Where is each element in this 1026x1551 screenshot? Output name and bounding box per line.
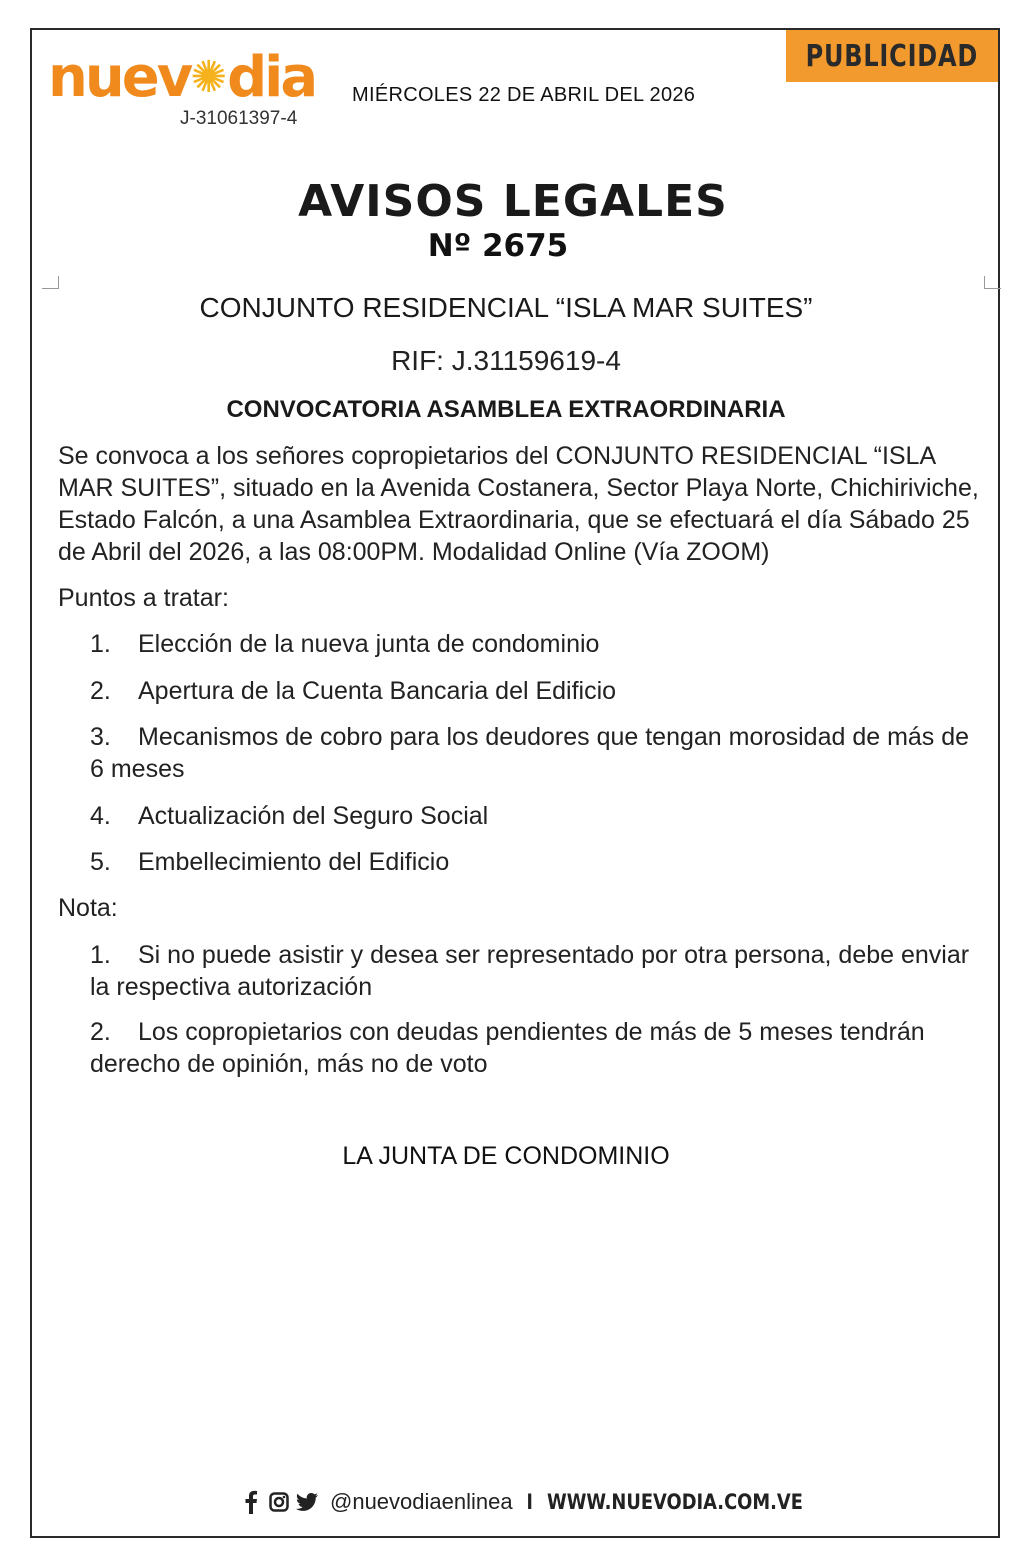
item-number: 2. [90,1018,111,1046]
list-item [90,675,970,707]
list-item [90,628,970,660]
twitter-icon[interactable] [296,1490,318,1514]
note-label: Nota: [58,894,118,922]
website-link[interactable]: WWW.NUEVODIA.COM.VE [546,1490,803,1514]
list-item [90,939,970,1003]
item-text: Actualización del Seguro Social [138,802,489,830]
list-item [90,800,970,832]
notice-heading: CONVOCATORIA ASAMBLEA EXTRAORDINARIA [226,396,786,423]
item-text: Embellecimiento del Edificio [138,848,450,876]
item-text: Si no puede asistir y desea ser representado por otra persona, debe enviar la respectiva autorización [90,941,970,1001]
list-item [90,846,970,878]
footer-separator: I [526,1489,533,1514]
item-text: Elección de la nueva junta de condominio [138,630,600,658]
item-number: 4. [90,802,111,830]
notice-body: Se convoca a los señores copropietarios del CONJUNTO RESIDENCIAL “ISLA MAR SUITES”, situado en la Avenida Costanera, Sector Playa Norte, Chichiriviche, Estado Falcón, a una Asamblea Extraordinaria, que se efectuará el día Sábado 25 de Abril del 2026, a las 08:00PM. Modalidad Online (Vía ZOOM) [58,442,979,566]
newspaper-logo [48,45,338,130]
organization-name: CONJUNTO RESIDENCIAL “ISLA MAR SUITES” [199,292,813,323]
notice-number: Nº 2675 [427,228,569,264]
badge-label: PUBLICIDAD [805,38,979,74]
publication-date: MIÉRCOLES 22 DE ABRIL DEL 2026 [352,84,696,106]
signature: LA JUNTA DE CONDOMINIO [342,1142,670,1170]
facebook-icon[interactable] [240,1490,262,1514]
item-number: 1. [90,941,111,969]
publicidad-badge [786,30,998,82]
logo-rif: J-31061397-4 [180,108,298,129]
list-item [90,1016,970,1080]
item-number: 3. [90,723,111,751]
footer [240,1486,848,1518]
social-handle[interactable]: @nuevodiaenlinea [330,1489,513,1514]
item-text: Mecanismos de cobro para los deudores que tengan morosidad de más de 6 meses [90,723,970,783]
crop-mark-right [984,276,1001,289]
item-number: 1. [90,630,111,658]
logo-wordmark: nuev✺dia [48,45,316,110]
points-label: Puntos a tratar: [58,584,229,612]
list-item [90,721,970,785]
item-text: Apertura de la Cuenta Bancaria del Edificio [138,677,617,705]
item-number: 5. [90,848,111,876]
organization-rif: RIF: J.31159619-4 [391,345,621,376]
instagram-icon[interactable] [268,1490,290,1514]
item-text: Los copropietarios con deudas pendientes de más de 5 meses tendrán derecho de opinión, más no de voto [90,1018,925,1078]
item-number: 2. [90,677,111,705]
page-title: AVISOS LEGALES [298,176,728,227]
crop-mark-left [42,276,59,289]
